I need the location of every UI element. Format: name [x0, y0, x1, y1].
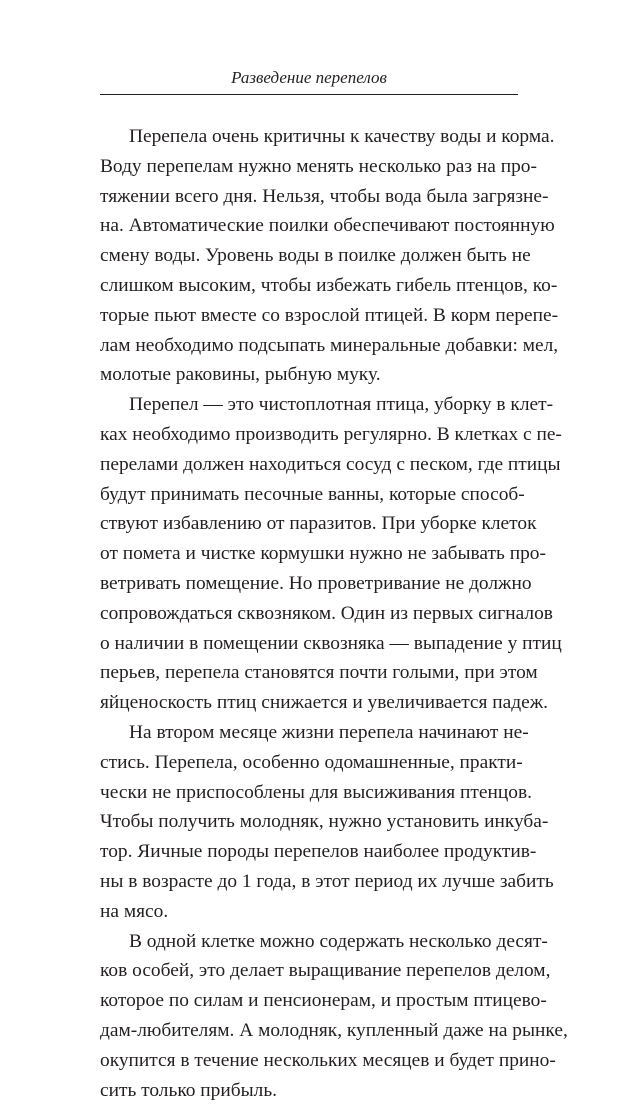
text-line: лам необходимо подсыпать минеральные добавки: мел, [100, 331, 518, 361]
paragraph-4 [100, 927, 518, 1105]
text-line: сопровождаться сквозняком. Один из первых сигналов [100, 599, 518, 629]
running-head: Разведение перепелов [100, 68, 518, 88]
text-line: будут принимать песочные ванны, которые способ- [100, 480, 518, 510]
text-line: Перепела очень критичны к качеству воды и корма. [100, 122, 518, 152]
text-line: стись. Перепела, особенно одомашненные, практи- [100, 748, 518, 778]
text-line: ствуют избавлению от паразитов. При уборке клеток [100, 509, 518, 539]
body-text [100, 122, 518, 1105]
text-line: сить только прибыль. [100, 1076, 518, 1105]
text-line: ны в возрасте до 1 года, в этот период их лучше забить [100, 867, 518, 897]
text-line: которое по силам и пенсионерам, и простым птицево- [100, 986, 518, 1016]
text-line: ветривать помещение. Но проветривание не должно [100, 569, 518, 599]
paragraph-2 [100, 390, 518, 718]
text-line: слишком высоким, чтобы избежать гибель птенцов, ко- [100, 271, 518, 301]
text-line: торые пьют вместе со взрослой птицей. В корм перепе- [100, 301, 518, 331]
text-line: молотые раковины, рыбную муку. [100, 360, 518, 390]
text-line: чески не приспособлены для высиживания птенцов. [100, 778, 518, 808]
paragraph-3 [100, 718, 518, 927]
text-line: Воду перепелам нужно менять несколько раз на про- [100, 152, 518, 182]
paragraph-1 [100, 122, 518, 390]
text-line: на мясо. [100, 897, 518, 927]
text-line: В одной клетке можно содержать несколько десят- [100, 927, 518, 957]
text-line: на. Автоматические поилки обеспечивают постоянную [100, 211, 518, 241]
text-line: перьев, перепела становятся почти голыми, при этом [100, 658, 518, 688]
header-rule [100, 94, 518, 95]
text-line: яйценоскость птиц снижается и увеличивается падеж. [100, 688, 518, 718]
text-line: от помета и чистке кормушки нужно не забывать про- [100, 539, 518, 569]
text-line: дам-любителям. А молодняк, купленный даже на рынке, [100, 1016, 518, 1046]
text-line: окупится в течение нескольких месяцев и будет прино- [100, 1046, 518, 1076]
text-line: Чтобы получить молодняк, нужно установить инкуба- [100, 807, 518, 837]
text-line: На втором месяце жизни перепела начинают не- [100, 718, 518, 748]
text-line: ков особей, это делает выращивание перепелов делом, [100, 956, 518, 986]
text-line: тяжении всего дня. Нельзя, чтобы вода была загрязне- [100, 182, 518, 212]
text-line: смену воды. Уровень воды в поилке должен быть не [100, 241, 518, 271]
text-line: ках необходимо производить регулярно. В клетках с пе- [100, 420, 518, 450]
text-line: о наличии в помещении сквозняка — выпадение у птиц [100, 629, 518, 659]
text-line: Перепел — это чистоплотная птица, уборку в клет- [100, 390, 518, 420]
text-line: тор. Яичные породы перепелов наиболее продуктив- [100, 837, 518, 867]
text-line: перелами должен находиться сосуд с песком, где птицы [100, 450, 518, 480]
